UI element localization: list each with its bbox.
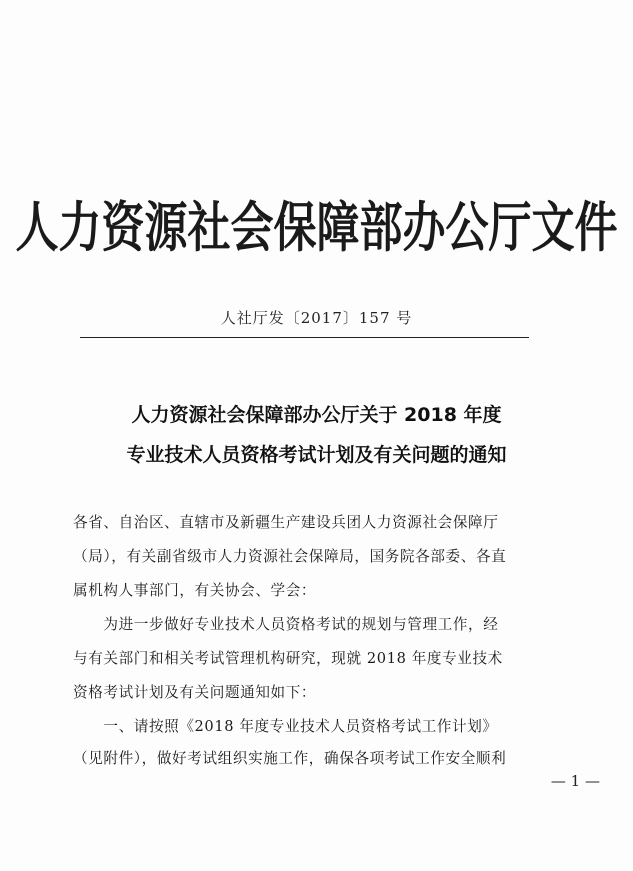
notice-title-line-1: 人力资源社会保障部办公厅关于 2018 年度 — [131, 404, 502, 426]
body-line: （见附件），做好考试组织实施工作，确保各项考试工作安全顺利 — [73, 750, 507, 767]
body-line: （局），有关副省级市人力资源社会保障局，国务院各部委、各直 — [73, 548, 507, 565]
body-line: 与有关部门和相关考试管理机构研究，现就 2018 年度专业技术 — [73, 650, 503, 667]
body-line: 为进一步做好专业技术人员资格考试的规划与管理工作，经 — [73, 616, 499, 633]
body-line: 属机构人事部门，有关协会、学会： — [73, 582, 317, 599]
body-line: 资格考试计划及有关问题通知如下： — [73, 684, 317, 701]
issuer-header-title: 人力资源社会保障部办公厅文件 — [15, 197, 618, 260]
page-number: — 1 — — [550, 772, 600, 790]
document-number: 人社厅发〔2017〕157 号 — [220, 309, 413, 327]
notice-title-line-2: 专业技术人员资格考试计划及有关问题的通知 — [126, 444, 507, 466]
body-line: 一、请按照《2018 年度专业技术人员资格考试工作计划》 — [73, 718, 498, 735]
header-divider — [80, 337, 529, 338]
body-line: 各省、自治区、直辖市及新疆生产建设兵团人力资源社会保障厅 — [73, 514, 499, 531]
